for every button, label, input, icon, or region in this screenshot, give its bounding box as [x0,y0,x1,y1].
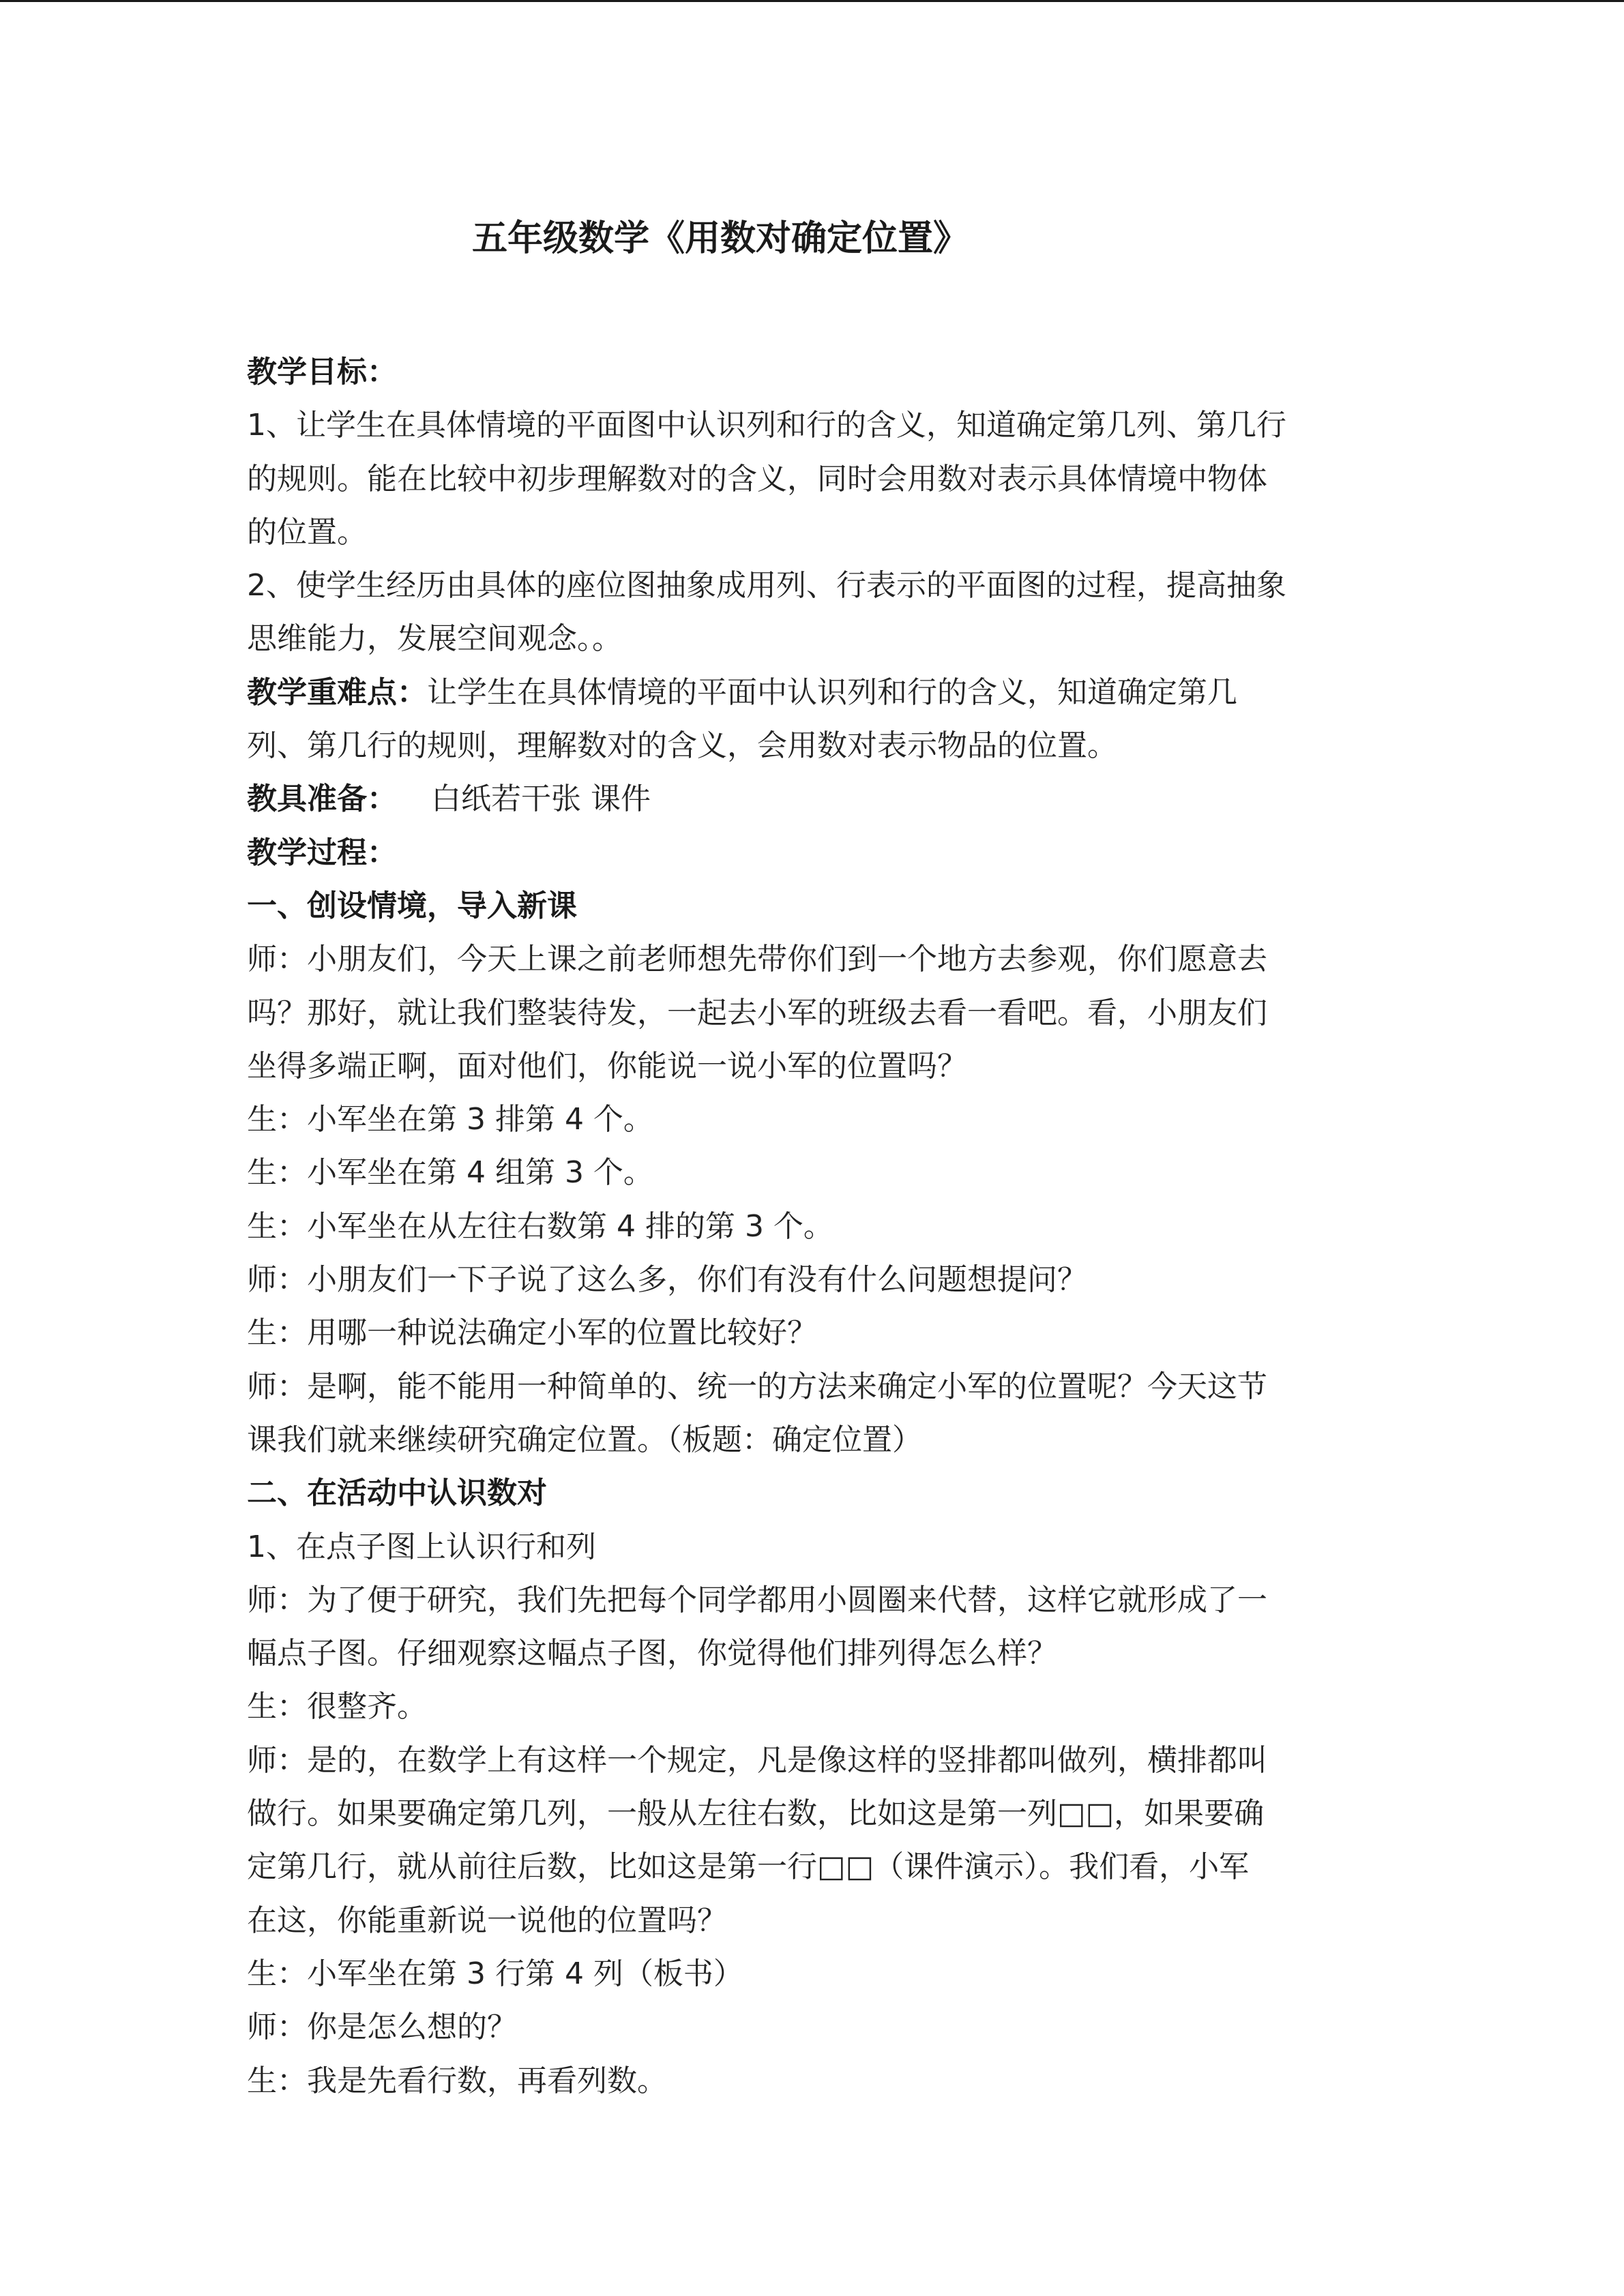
dialogue-line: 生：我是先看行数，再看列数。 [247,2063,667,2098]
dialogue-line: 在这，你能重新说一说他的位置吗？ [247,1903,727,1938]
dialogue-line: 生：用哪一种说法确定小军的位置比较好？ [247,1315,817,1351]
dialogue-line: 生：小军坐在第 3 排第 4 个。 [247,1102,653,1137]
section-heading-2: 二、在活动中认识数对 [247,1476,547,1511]
key-points-line [247,666,1393,719]
dialogue-line: 师：是啊，能不能用一种简单的、统一的方法来确定小军的位置呢？今天这节 [247,1369,1267,1404]
paragraph-line: 2、使学生经历由具体的座位图抽象成用列、行表示的平面图的过程，提高抽象 [247,568,1286,603]
dialogue-line: 生：很整齐。 [247,1689,427,1725]
teaching-aids-line [247,773,1393,826]
document-body [247,346,1393,2108]
paragraph-line: 师：小朋友们，今天上课之前老师想先带你们到一个地方去参观，你们愿意去 [247,942,1267,977]
paragraph-line: 列、第几行的规则，理解数对的含义，会用数对表示物品的位置。 [247,728,1117,764]
dialogue-line: 生：小军坐在第 3 行第 4 列（板书） [247,1956,743,1991]
section-heading-1: 一、创设情境，导入新课 [247,888,577,923]
subsection-heading: 1、在点子图上认识行和列 [247,1529,596,1564]
paragraph-line: 的规则。能在比较中初步理解数对的含义，同时会用数对表示具体情境中物体 [247,461,1267,496]
dialogue-line: 师：为了便于研究，我们先把每个同学都用小圆圈来代替，这样它就形成了一 [247,1582,1267,1617]
dialogue-line: 生：小军坐在从左往右数第 4 排的第 3 个。 [247,1208,833,1244]
page-top-border [0,0,1624,2]
paragraph-line: 吗？那好，就让我们整装待发，一起去小军的班级去看一看吧。看，小朋友们 [247,995,1267,1030]
dialogue-line: 师：是的，在数学上有这样一个规定，凡是像这样的竖排都叫做列，横排都叫 [247,1742,1267,1778]
dialogue-line: 课我们就来继续研究确定位置。（板题：确定位置） [247,1422,922,1457]
dialogue-line: 师：你是怎么想的？ [247,2010,517,2045]
dialogue-line: 做行。如果要确定第几列，一般从左往右数，比如这是第一列□□，如果要确 [247,1796,1265,1832]
dialogue-line: 生：小军坐在第 4 组第 3 个。 [247,1155,653,1191]
dialogue-line: 幅点子图。仔细观察这幅点子图，你觉得他们排列得怎么样？ [247,1636,1057,1671]
dialogue-line: 师：小朋友们一下子说了这么多，你们有没有什么问题想提问？ [247,1262,1087,1298]
key-points-label: 教学重难点： [247,674,427,710]
heading-teaching-process: 教学过程： [247,835,397,870]
document-title: 五年级数学《用数对确定位置》 [472,218,969,259]
teaching-aids-text: 白纸若干张 课件 [431,781,651,817]
paragraph-line: 思维能力，发展空间观念。。 [247,621,622,657]
paragraph-line: 的位置。 [247,514,367,550]
paragraph-line: 坐得多端正啊，面对他们，你能说一说小军的位置吗？ [247,1048,967,1084]
key-points-text: 让学生在具体情境的平面中认识列和行的含义，知道确定第几 [427,674,1237,710]
dialogue-line: 定第几行，就从前往后数，比如这是第一行□□（课件演示）。我们看，小军 [247,1849,1250,1885]
paragraph-line: 1、让学生在具体情境的平面图中认识列和行的含义，知道确定第几列、第几行 [247,408,1286,443]
teaching-aids-label: 教具准备： [247,781,397,817]
heading-teaching-goals: 教学目标： [247,355,397,389]
